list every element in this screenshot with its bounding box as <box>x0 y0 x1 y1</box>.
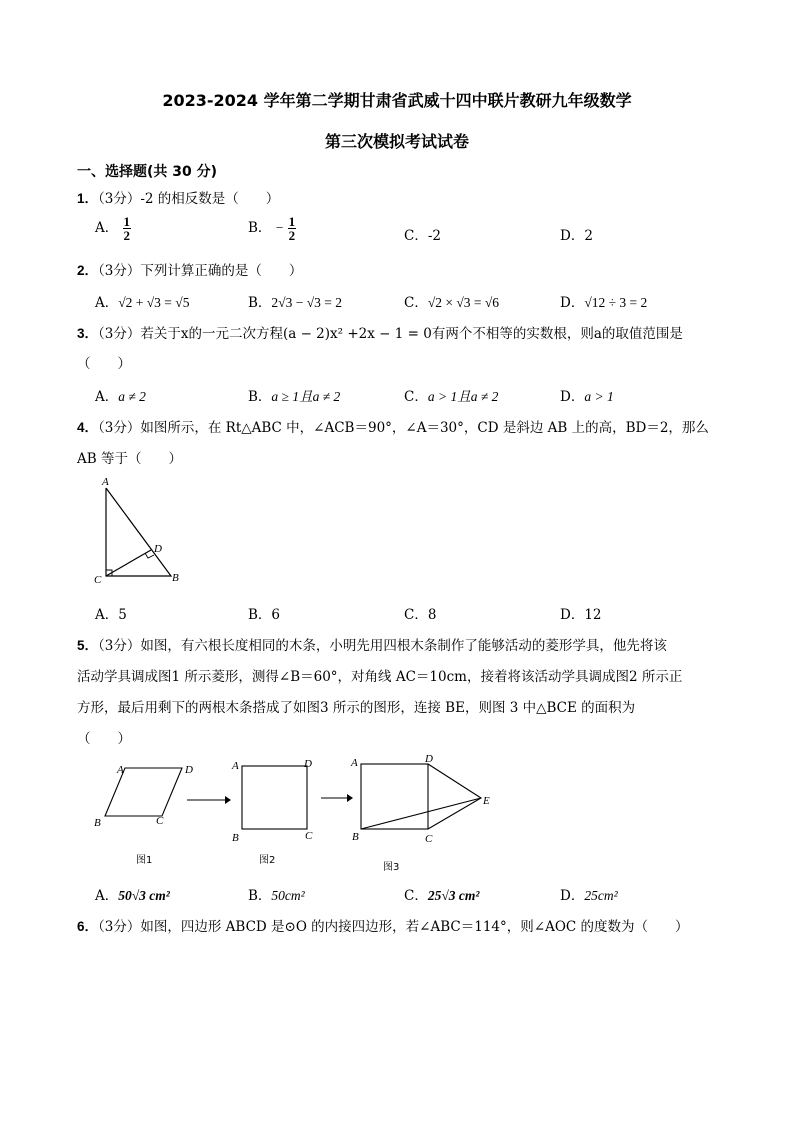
option-label: B． <box>248 295 272 311</box>
option-label: A． <box>95 888 119 904</box>
q2-option-a <box>95 291 189 311</box>
question-1 <box>77 187 279 207</box>
fig1-label-b: B <box>94 817 101 829</box>
question-score: （3分） <box>98 263 141 279</box>
fig3-caption: 图3 <box>383 862 400 873</box>
fig2-caption: 图2 <box>259 855 276 866</box>
label-c: C <box>94 574 102 586</box>
question-score: （3分） <box>98 326 141 342</box>
section-heading: 一、选择题(共 30 分) <box>77 164 218 180</box>
question-stem: 若关于x的一元二次方程(a − 2)x² +2x − 1 = 0有两个不相等的实数根，则a的取值范围是 <box>140 326 683 342</box>
question-3-line2: （ ） <box>77 356 131 372</box>
q1-option-a <box>95 215 131 242</box>
q4-option-c <box>404 603 436 623</box>
exam-title-line2: 第三次模拟考试试卷 <box>324 132 469 151</box>
option-text: 12 <box>584 607 602 623</box>
option-label: D． <box>560 295 585 311</box>
option-label: C． <box>404 607 428 623</box>
question-number: 3． <box>77 326 99 341</box>
fig3-square <box>361 764 428 829</box>
fig3-label-b: B <box>352 831 359 843</box>
q2-option-d <box>560 291 647 311</box>
option-label: B． <box>248 607 272 623</box>
q3-option-d <box>560 385 614 405</box>
question-4-line2: AB 等于（ ） <box>77 451 182 467</box>
option-text: 50cm² <box>271 888 305 903</box>
denominator: 2 <box>288 228 296 243</box>
fraction <box>288 215 297 242</box>
option-label: B． <box>248 389 272 405</box>
option-text: a ≠ 2 <box>118 389 146 404</box>
option-text: 2 <box>584 228 593 244</box>
option-text: a > 1 <box>584 389 614 404</box>
option-text: √12 ÷ 3 = 2 <box>584 295 648 310</box>
q5-figures <box>85 752 505 877</box>
q1-option-d <box>560 224 593 244</box>
question-6 <box>77 915 689 935</box>
option-text: √2 × √3 = √6 <box>427 295 500 310</box>
question-stem: 如图，四边形 ABCD 是⊙O 的内接四边形，若∠ABC＝114°，则∠AOC 的度数为（ ） <box>140 919 689 935</box>
option-label: A． <box>95 389 119 405</box>
q4-option-d <box>560 603 602 623</box>
fig2-label-d: D <box>304 758 312 770</box>
fig1-caption: 图1 <box>136 855 153 866</box>
fig3-label-d: D <box>425 753 433 765</box>
q2-option-c <box>404 291 499 311</box>
question-5-line4: （ ） <box>77 731 131 747</box>
fig1-label-a: A <box>117 764 124 776</box>
option-label: B． <box>248 220 272 236</box>
option-label: C． <box>404 295 428 311</box>
q1-option-b <box>248 215 296 242</box>
option-label: B． <box>248 888 272 904</box>
option-label: D． <box>560 389 585 405</box>
option-label: A． <box>95 295 119 311</box>
question-number: 1． <box>77 191 99 206</box>
q5-option-c <box>404 884 479 904</box>
option-text: a > 1且a ≠ 2 <box>427 389 499 404</box>
question-score: （3分） <box>98 420 141 436</box>
q1-option-c <box>404 224 441 244</box>
fig2-label-a: A <box>232 760 239 772</box>
minus-sign: − <box>275 220 284 235</box>
question-score: （3分） <box>98 638 141 654</box>
option-text: √2 + √3 = √5 <box>118 295 190 310</box>
arrow-2-head <box>347 794 353 802</box>
fig2-label-b: B <box>232 832 239 844</box>
question-score: （3分） <box>98 191 141 207</box>
question-number: 6． <box>77 919 99 934</box>
question-score: （3分） <box>98 919 141 935</box>
q5-option-d <box>560 884 618 904</box>
option-text: 25cm² <box>584 888 618 903</box>
question-stem: 如图，有六根长度相同的木条，小明先用四根木条制作了能够活动的菱形学具，他先将该 <box>140 638 667 654</box>
q2-option-b <box>248 291 342 311</box>
option-label: C． <box>404 389 428 405</box>
question-5-line2: 活动学具调成图1 所示菱形，测得∠B＝60°，对角线 AC＝10cm，接着将该活动学具调成图2 所示正 <box>77 669 683 685</box>
question-5 <box>77 634 667 654</box>
option-label: D． <box>560 888 585 904</box>
option-text: 2√3 − √3 = 2 <box>271 295 342 310</box>
option-text: 8 <box>427 607 437 623</box>
numerator: 1 <box>288 214 296 229</box>
option-label: C． <box>404 228 428 244</box>
option-text: 25√3 cm² <box>427 888 480 903</box>
fig2-label-c: C <box>305 830 313 842</box>
q4-triangle-figure <box>85 472 195 592</box>
altitude-cd <box>106 550 151 576</box>
q3-option-c <box>404 385 498 405</box>
q4-option-b <box>248 603 280 623</box>
fig3-label-e: E <box>483 795 490 807</box>
fig1-label-c: C <box>156 815 164 827</box>
question-5-line3: 方形，最后用剩下的两根木条搭成了如图3 所示的图形，连接 BE，则图 3 中△BCE 的面积为 <box>77 700 636 716</box>
fig3-label-a: A <box>351 757 358 769</box>
label-a: A <box>102 476 109 488</box>
question-2 <box>77 259 302 279</box>
option-text: 50√3 cm² <box>118 888 170 903</box>
label-d: D <box>154 543 162 555</box>
fig3-triangle-dce <box>428 764 481 829</box>
fraction <box>123 215 132 242</box>
option-label: A． <box>95 220 119 236</box>
question-4 <box>77 416 709 436</box>
q5-option-a <box>95 884 170 904</box>
denominator: 2 <box>123 228 131 243</box>
question-stem: 如图所示，在 Rt△ABC 中，∠ACB＝90°，∠A＝30°，CD 是斜边 AB 上的高，BD＝2，那么 <box>140 420 709 436</box>
q4-option-a <box>95 603 127 623</box>
option-label: C． <box>404 888 428 904</box>
numerator: 1 <box>123 214 131 229</box>
question-3 <box>77 322 683 342</box>
q5-option-b <box>248 884 305 904</box>
question-stem: 下列计算正确的是（ ） <box>140 263 303 279</box>
q3-option-b <box>248 385 340 405</box>
question-number: 2． <box>77 263 99 278</box>
option-label: D． <box>560 228 585 244</box>
label-b: B <box>172 572 179 584</box>
option-text: a ≥ 1且a ≠ 2 <box>271 389 341 404</box>
fig3-segment-be <box>361 798 481 829</box>
option-label: A． <box>95 607 119 623</box>
option-text: 5 <box>118 607 127 623</box>
option-label: D． <box>560 607 585 623</box>
triangle-abc <box>106 488 171 576</box>
fig1-label-d: D <box>185 764 193 776</box>
fig2-square <box>242 766 307 829</box>
option-text: 6 <box>271 607 281 623</box>
question-number: 4． <box>77 420 99 435</box>
option-text: -2 <box>427 228 441 244</box>
question-number: 5． <box>77 638 99 653</box>
fig3-label-c: C <box>425 833 433 845</box>
arrow-1-head <box>225 796 231 804</box>
question-stem: -2 的相反数是（ ） <box>140 191 280 207</box>
exam-title-line1: 2023-2024 学年第二学期甘肃省武威十四中联片教研九年级数学 <box>162 91 632 110</box>
right-angle-mark-d <box>145 553 154 558</box>
q3-option-a <box>95 385 146 405</box>
